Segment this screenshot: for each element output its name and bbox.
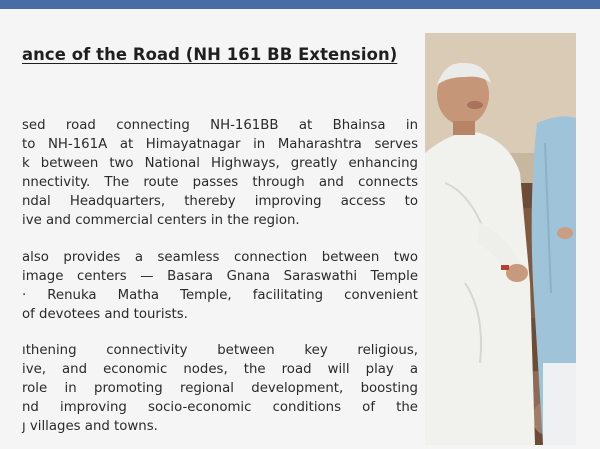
paragraph-line: ive and commercial centers in the region. <box>22 213 300 228</box>
paragraph-line: ndal Headquarters, thereby improving access to <box>22 194 418 209</box>
paragraph-line: ive, and economic nodes, the road will play a <box>22 362 418 377</box>
paragraph-line: ȷ villages and towns. <box>22 419 158 434</box>
paragraph-line: also provides a seamless connection between two <box>22 250 418 265</box>
paragraph-line: image centers — Basara Gnana Saraswathi Temple <box>22 269 418 284</box>
paragraph-line: of devotees and tourists. <box>22 307 188 322</box>
paragraph-line: to NH-161A at Himayatnagar in Maharashtra serves <box>22 137 418 152</box>
paragraph-line: role in promoting regional development, boosting <box>22 381 418 396</box>
paragraph-1 <box>22 116 418 230</box>
paragraph-3 <box>22 341 418 436</box>
paragraph-line: nd improving socio-economic conditions of the <box>22 400 418 415</box>
document-page <box>0 9 600 449</box>
paragraph-line: k between two National Highways, greatly enhancing <box>22 156 418 171</box>
photo <box>425 33 576 445</box>
section-heading: ance of the Road (NH 161 BB Extension) <box>22 45 398 64</box>
top-color-band <box>0 0 600 9</box>
paragraph-line: · Renuka Matha Temple, facilitating convenient <box>22 288 418 303</box>
text-panel <box>0 31 418 449</box>
photo-illustration <box>425 33 576 445</box>
paragraph-line: sed road connecting NH-161BB at Bhainsa in <box>22 118 418 133</box>
paragraph-2 <box>22 248 418 324</box>
paragraph-line: ıthening connectivity between key religious, <box>22 343 418 358</box>
paragraph-line: nnectivity. The route passes through and connects <box>22 175 418 190</box>
